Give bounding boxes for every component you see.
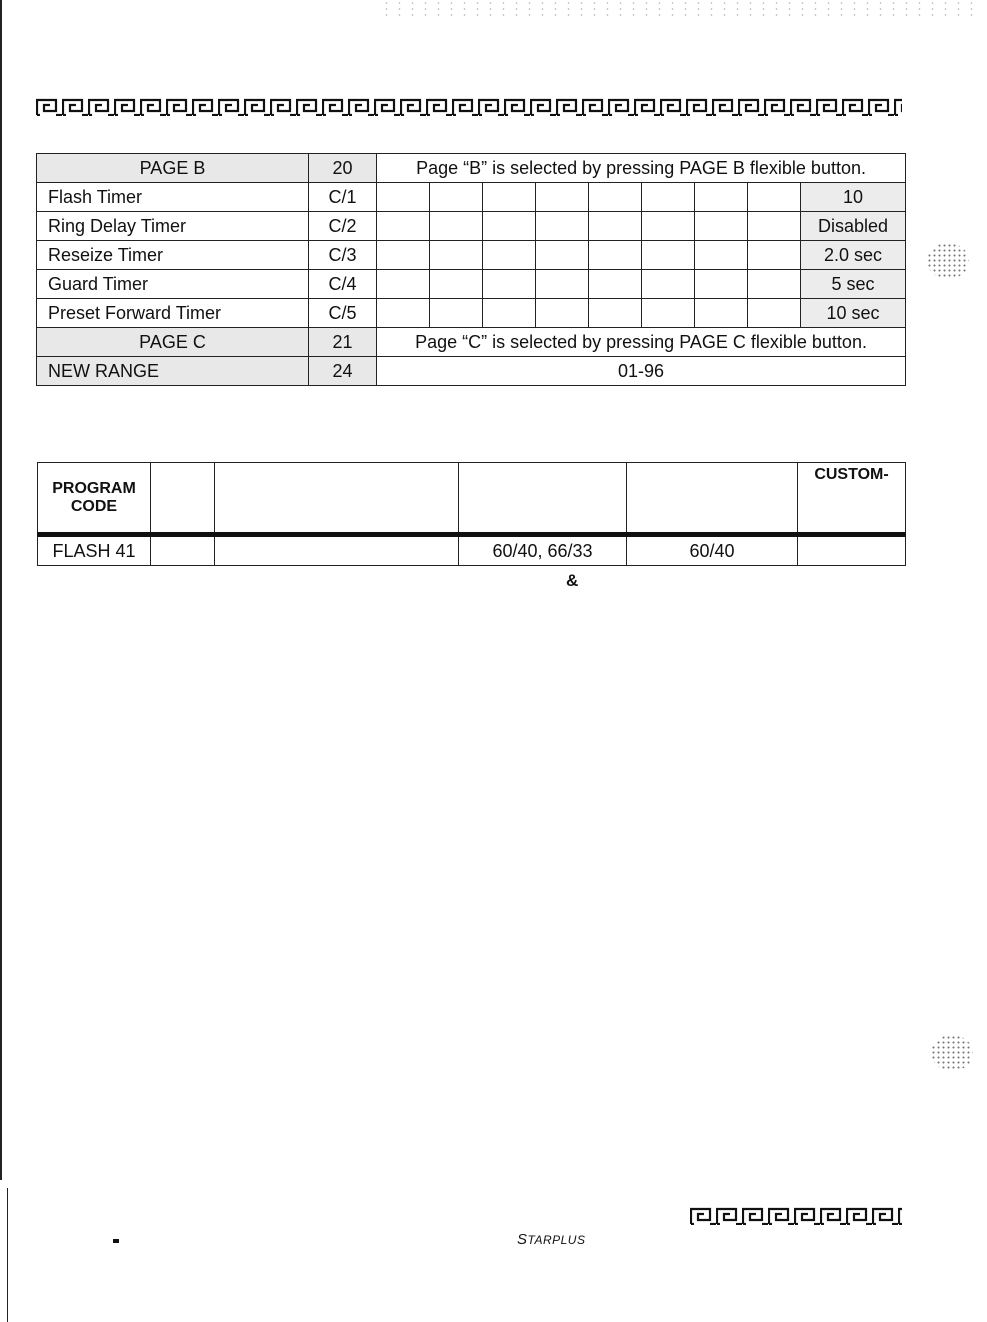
page-c-note: Page “C” is selected by pressing PAGE C flexible button. <box>377 328 906 357</box>
ring-delay-timer-value: Disabled <box>801 212 906 241</box>
page-c-code: 21 <box>309 328 377 357</box>
page-c-label: PAGE C <box>37 328 309 357</box>
customer-header: CUSTOM- <box>798 463 906 535</box>
flash-41-default: 60/40 <box>627 535 798 566</box>
footer-brand-rest: TARPLUS <box>527 1233 586 1247</box>
program-code-header: PROGRAM CODE <box>38 463 151 535</box>
ring-delay-timer-label: Ring Delay Timer <box>37 212 309 241</box>
new-range-value: 01-96 <box>377 357 906 386</box>
guard-timer-label: Guard Timer <box>37 270 309 299</box>
table-row-guard-timer <box>37 270 906 299</box>
reseize-timer-label: Reseize Timer <box>37 241 309 270</box>
preset-forward-timer-label: Preset Forward Timer <box>37 299 309 328</box>
footer-brand <box>517 1231 585 1248</box>
reseize-timer-value: 2.0 sec <box>801 241 906 270</box>
flash-41-range: 60/40, 66/33 <box>459 535 627 566</box>
scan-blob-lower <box>931 1035 973 1071</box>
table-row-page-c <box>37 328 906 357</box>
left-margin-rule-lower <box>7 1188 8 1322</box>
guard-timer-value: 5 sec <box>801 270 906 299</box>
guard-timer-code: C/4 <box>309 270 377 299</box>
new-range-code: 24 <box>309 357 377 386</box>
table-row-new-range <box>37 357 906 386</box>
left-margin-rule <box>0 0 2 1180</box>
scan-blob-upper <box>927 243 969 279</box>
table-row-page-b <box>37 154 906 183</box>
feature-timer-table <box>36 153 906 386</box>
page-b-label: PAGE B <box>37 154 309 183</box>
table-row-preset-forward-timer <box>37 299 906 328</box>
footer-bullet <box>113 1239 119 1243</box>
greek-key-border-top <box>36 98 902 116</box>
page-b-code: 20 <box>309 154 377 183</box>
ring-delay-timer-code: C/2 <box>309 212 377 241</box>
table-row-flash-timer <box>37 183 906 212</box>
new-range-label: NEW RANGE <box>37 357 309 386</box>
footer-brand-initial: S <box>517 1231 528 1248</box>
greek-key-border-footer <box>690 1207 902 1225</box>
flash-41-code: FLASH 41 <box>38 535 151 566</box>
preset-forward-timer-code: C/5 <box>309 299 377 328</box>
table-row-ring-delay-timer <box>37 212 906 241</box>
flash-timer-label: Flash Timer <box>37 183 309 212</box>
page-b-note: Page “B” is selected by pressing PAGE B flexible button. <box>377 154 906 183</box>
ampersand-text: & <box>566 571 579 590</box>
program-table-header-row <box>38 463 906 535</box>
table-row-reseize-timer <box>37 241 906 270</box>
scan-specks <box>380 0 980 20</box>
flash-timer-code: C/1 <box>309 183 377 212</box>
reseize-timer-code: C/3 <box>309 241 377 270</box>
flash-timer-value: 10 <box>801 183 906 212</box>
preset-forward-timer-value: 10 sec <box>801 299 906 328</box>
table-row-flash-41 <box>38 535 906 566</box>
program-code-table <box>37 462 906 566</box>
